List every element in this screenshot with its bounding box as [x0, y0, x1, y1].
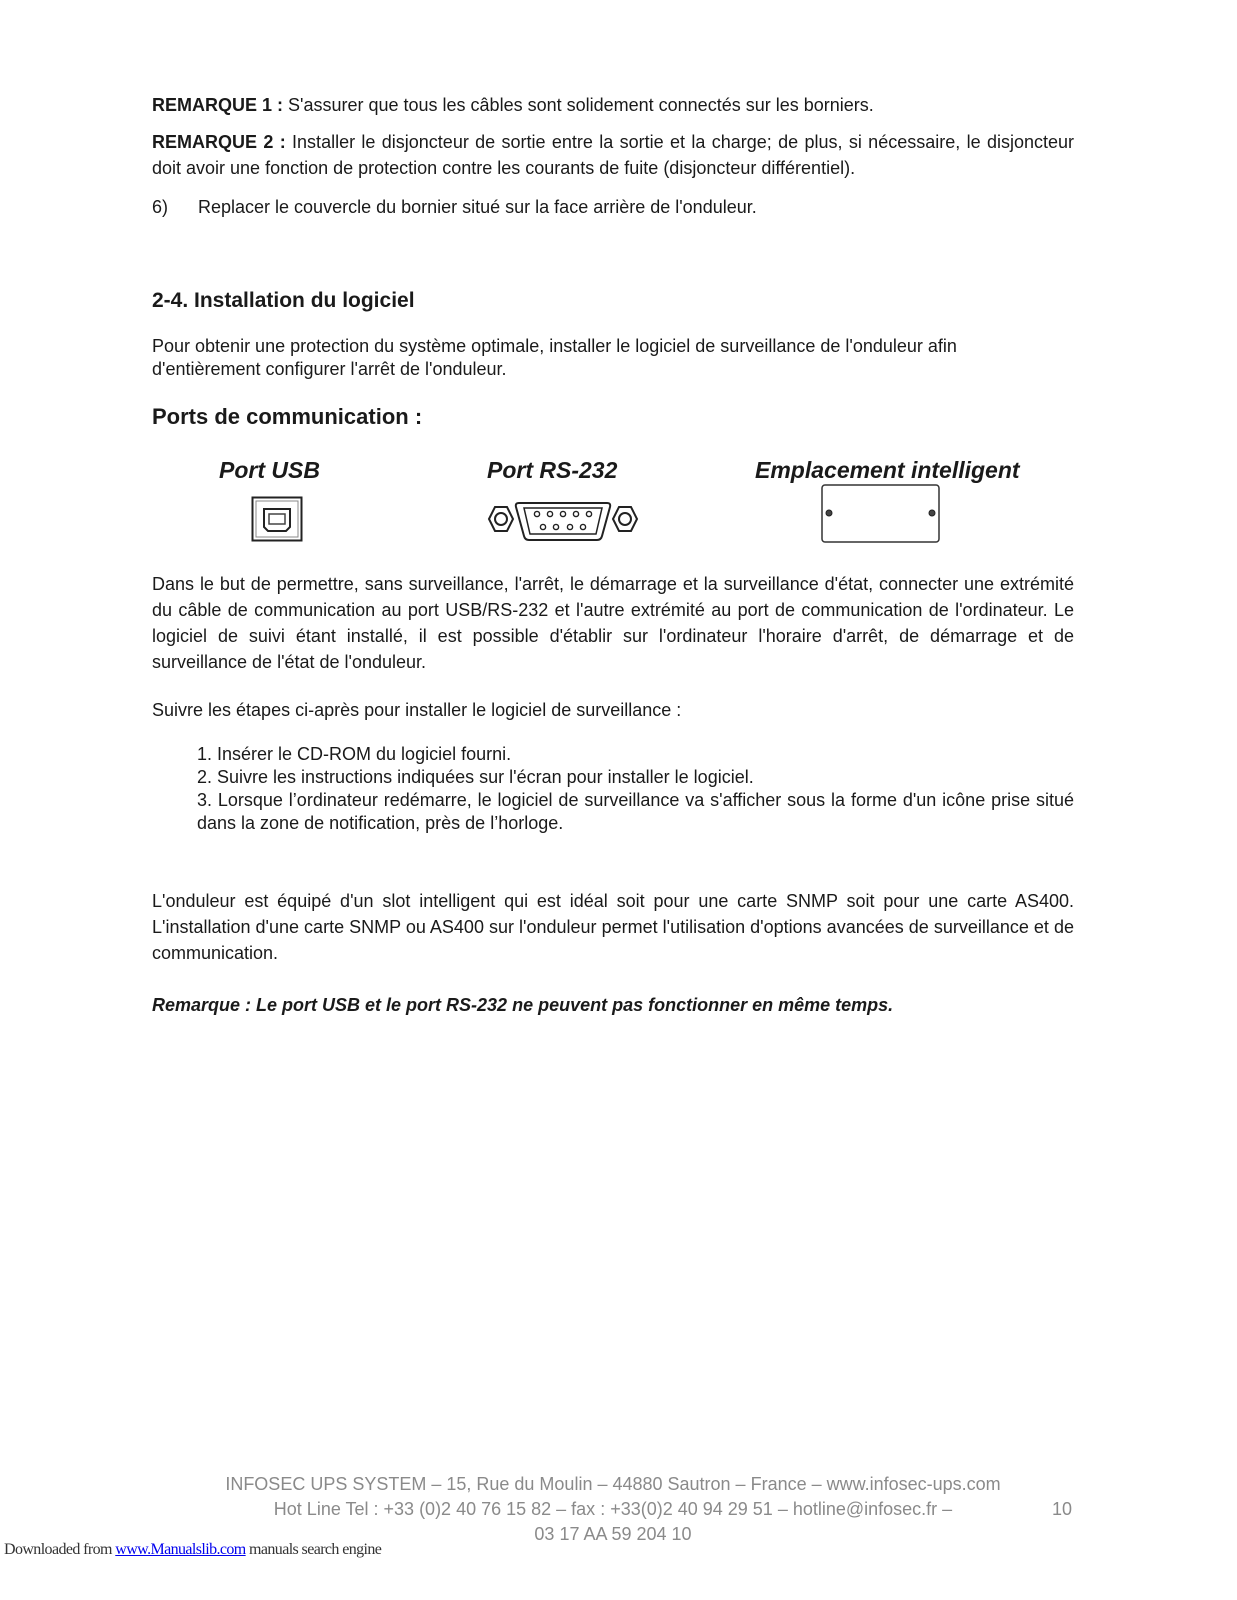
ports-heading: Ports de communication : — [152, 404, 423, 429]
download-credit — [4, 1541, 381, 1559]
install-steps-list — [197, 743, 1074, 835]
step-6-number: 6) — [152, 197, 169, 217]
remark-1-text: S'assurer que tous les câbles sont solidement connectés sur les borniers. — [283, 95, 874, 115]
remark-1 — [152, 92, 1074, 118]
usb-port-icon — [251, 496, 303, 542]
page-number: 10 — [1052, 1499, 1073, 1519]
remark-2-label: REMARQUE 2 : — [152, 132, 286, 152]
rs232-port-icon — [486, 495, 640, 543]
footer — [152, 1472, 1074, 1547]
paragraph-smart-slot: L'onduleur est équipé d'un slot intelligent qui est idéal soit pour une carte SNMP soit pour une carte AS400. L'installation d'une carte SNMP ou AS400 sur l'onduleur permet l'utilisation d'options avancées de surveillance et de communication. — [152, 891, 1074, 963]
install-step-3: 3. Lorsque l’ordinateur redémarre, le logiciel de surveillance va s'afficher sous la forme d'un icône prise situé dans la zone de notification, près de l’horloge. — [197, 790, 1074, 833]
step-6 — [152, 194, 1074, 220]
download-prefix: Downloaded from — [4, 1541, 116, 1558]
remark-1-label: REMARQUE 1 : — [152, 95, 284, 115]
remark-2-text: Installer le disjoncteur de sortie entre la sortie et la charge; de plus, si nécessaire, le disjoncteur doit avoir une fonction de protection contre les courants de fuite (disjoncteur différentiel). — [152, 132, 1074, 178]
install-step-2: 2. Suivre les instructions indiquées sur l'écran pour installer le logiciel. — [197, 767, 754, 787]
usb-port-label: Port USB — [219, 457, 320, 483]
rs232-port-label: Port RS-232 — [487, 457, 618, 483]
manualslib-link[interactable]: www.Manualslib.com — [115, 1541, 246, 1558]
section-intro: Pour obtenir une protection du système optimale, installer le logiciel de surveillance de l'onduleur afin d'entièrement configurer l'arrêt de l'onduleur. — [152, 336, 957, 379]
paragraph-connection: Dans le but de permettre, sans surveillance, l'arrêt, le démarrage et la surveillance d'état, connecter une extrémité du câble de communication au port USB/RS-232 et l'autre extrémité au port de communication de l'ordinateur. Le logiciel de suivi étant installé, il est possible d'établir sur l'ordinateur l'horaire d'arrêt, de démarrage et de surveillance de l'état de l'onduleur. — [152, 574, 1074, 672]
usb-rs232-note: Remarque : Le port USB et le port RS-232 ne peuvent pas fonctionner en même temps. — [152, 995, 894, 1015]
footer-reference: 03 17 AA 59 204 10 — [534, 1524, 692, 1544]
smart-slot-label: Emplacement intelligent — [755, 457, 1020, 483]
step-6-text: Replacer le couvercle du bornier situé sur la face arrière de l'onduleur. — [198, 197, 757, 217]
section-title: 2-4. Installation du logiciel — [152, 289, 415, 312]
install-step-1: 1. Insérer le CD-ROM du logiciel fourni. — [197, 744, 512, 764]
remark-2 — [152, 129, 1074, 181]
smart-slot-icon — [821, 484, 940, 543]
download-suffix: manuals search engine — [245, 1541, 382, 1558]
steps-intro: Suivre les étapes ci-après pour installer le logiciel de surveillance : — [152, 700, 682, 720]
footer-address: INFOSEC UPS SYSTEM – 15, Rue du Moulin – 44880 Sautron – France – www.infosec-ups.com — [225, 1474, 1001, 1494]
footer-contact: Hot Line Tel : +33 (0)2 40 76 15 82 – fax : +33(0)2 40 94 29 51 – hotline@infosec.fr – — [273, 1499, 953, 1519]
